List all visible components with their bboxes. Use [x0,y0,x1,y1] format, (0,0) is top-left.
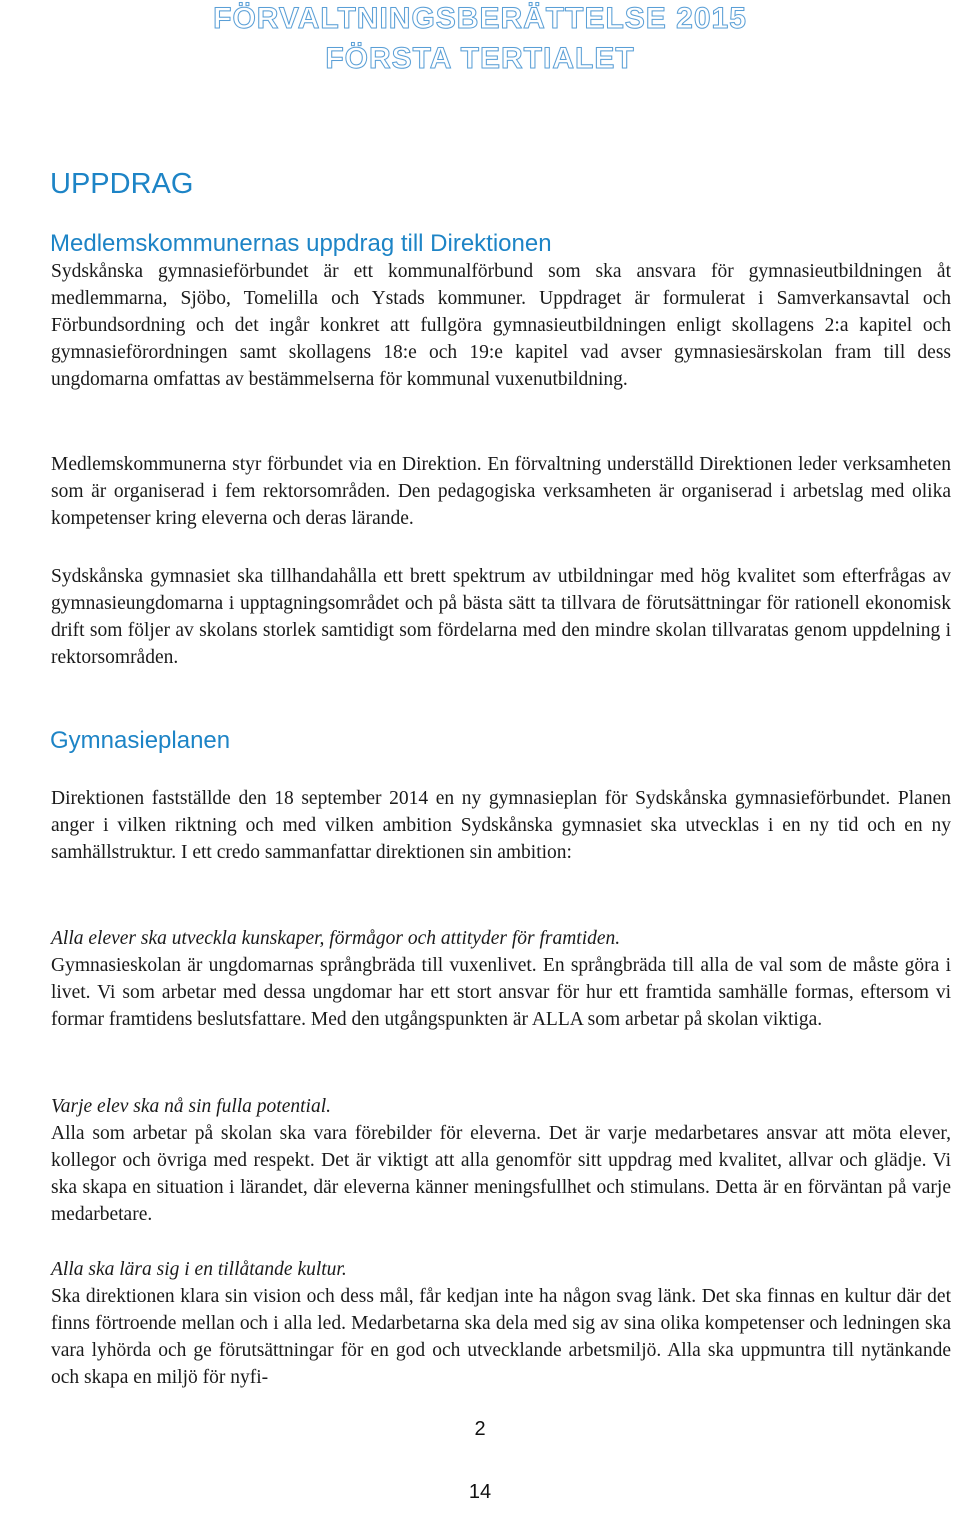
report-subtitle: FÖRSTA TERTIALET [325,42,635,75]
page-number: 2 [474,1418,486,1440]
credo-statement-3: Alla ska lära sig i en tillåtande kultur. [51,1259,347,1280]
subsection-heading-medlemskommunerna: Medlemskommunernas uppdrag till Direktionen [50,230,552,257]
section-heading-uppdrag: UPPDRAG [50,168,194,200]
paragraph-uppdrag-2: Medlemskommunerna styr förbundet via en Direktion. En förvaltning underställd Direktionen leder verksamheten som är organiserad i fem rektorsområden. Den pedagogiska verksamheten är organiserad i arbetslag med olika kompetenser kring eleverna och deras lärande. [51,454,951,529]
section-heading-gymnasieplanen: Gymnasieplanen [50,727,231,754]
paragraph-uppdrag-1: Sydskånska gymnasieförbundet är ett kommunalförbund som ska ansvara för gymnasieutbildningen åt medlemmarna, Sjöbo, Tomelilla och Ystads kommuner. Uppdraget är formulerat i Samverkansavtal och Förbundsordning och det ingår konkret att fullgöra gymnasieutbildningen enligt skollagens 2:a kapitel och gymnasieförordningen samt skollagens 18:e och 19:e kapitel vad avser gymnasiesärskolan fram till dess ungdomarna omfattas av bestämmelserna för kommunal vuxenutbildning. [51,261,951,390]
paragraph-gymnasieplanen-3: Alla som arbetar på skolan ska vara förebilder för eleverna. Det är varje medarbetares ansvar att möta elever, kollegor och övriga med respekt. Det är viktigt att alla genomför sitt uppdrag med kvalitet, allvar och glädje. Vi ska skapa en situation i lärandet, där eleverna känner meningsfullhet och stimulans. Detta är en förväntan på varje medarbetare. [51,1123,951,1225]
report-title: FÖRVALTNINGSBERÄTTELSE 2015 [213,2,747,35]
paragraph-gymnasieplanen-2: Gymnasieskolan är ungdomarnas språngbräda till vuxenlivet. En språngbräda till alla de val som de måste göra i livet. Vi som arbetar med dessa ungdomar har ett stort ansvar för hur ett framtida samhälle formas, eftersom vi formar framtidens beslutsfattare. Med den utgångspunkten är ALLA som arbetar på skolan viktiga. [51,955,951,1030]
paragraph-gymnasieplanen-1: Direktionen fastställde den 18 september 2014 en ny gymnasieplan för Sydskånska gymnasieförbundet. Planen anger i vilken riktning och med vilken ambition Sydskånska gymnasiet ska utvecklas i en ny tid och en ny samhällstruktur. I ett credo sammanfattar direktionen sin ambition: [51,788,951,863]
paragraph-uppdrag-3: Sydskånska gymnasiet ska tillhandahålla ett brett spektrum av utbildningar med hög kvalitet som efterfrågas av gymnasieungdomarna i upptagningsområdet och på bästa sätt ta tillvara de förutsättningar för rationell ekonomisk drift som följer av skolans storlek samtidigt som fördelarna med den mindre skolan tillvaratas genom uppdelning i rektorsområden. [51,566,951,668]
sheet-number: 14 [468,1481,492,1503]
paragraph-gymnasieplanen-4: Ska direktionen klara sin vision och dess mål, får kedjan inte ha någon svag länk. Det ska finnas en kultur där det finns förtroende mellan och i alla led. Medarbetarna ska dela med sig av sina olika kompetenser och ledningen ska vara lyhörda och ge förutsättningar för en god och utvecklande arbetsmiljö. Alla ska uppmuntra till nytänkande och skapa en miljö för nyfi- [51,1286,951,1388]
credo-statement-2: Varje elev ska nå sin fulla potential. [51,1096,331,1117]
credo-statement-1: Alla elever ska utveckla kunskaper, förmågor och attityder för framtiden. [51,928,621,949]
